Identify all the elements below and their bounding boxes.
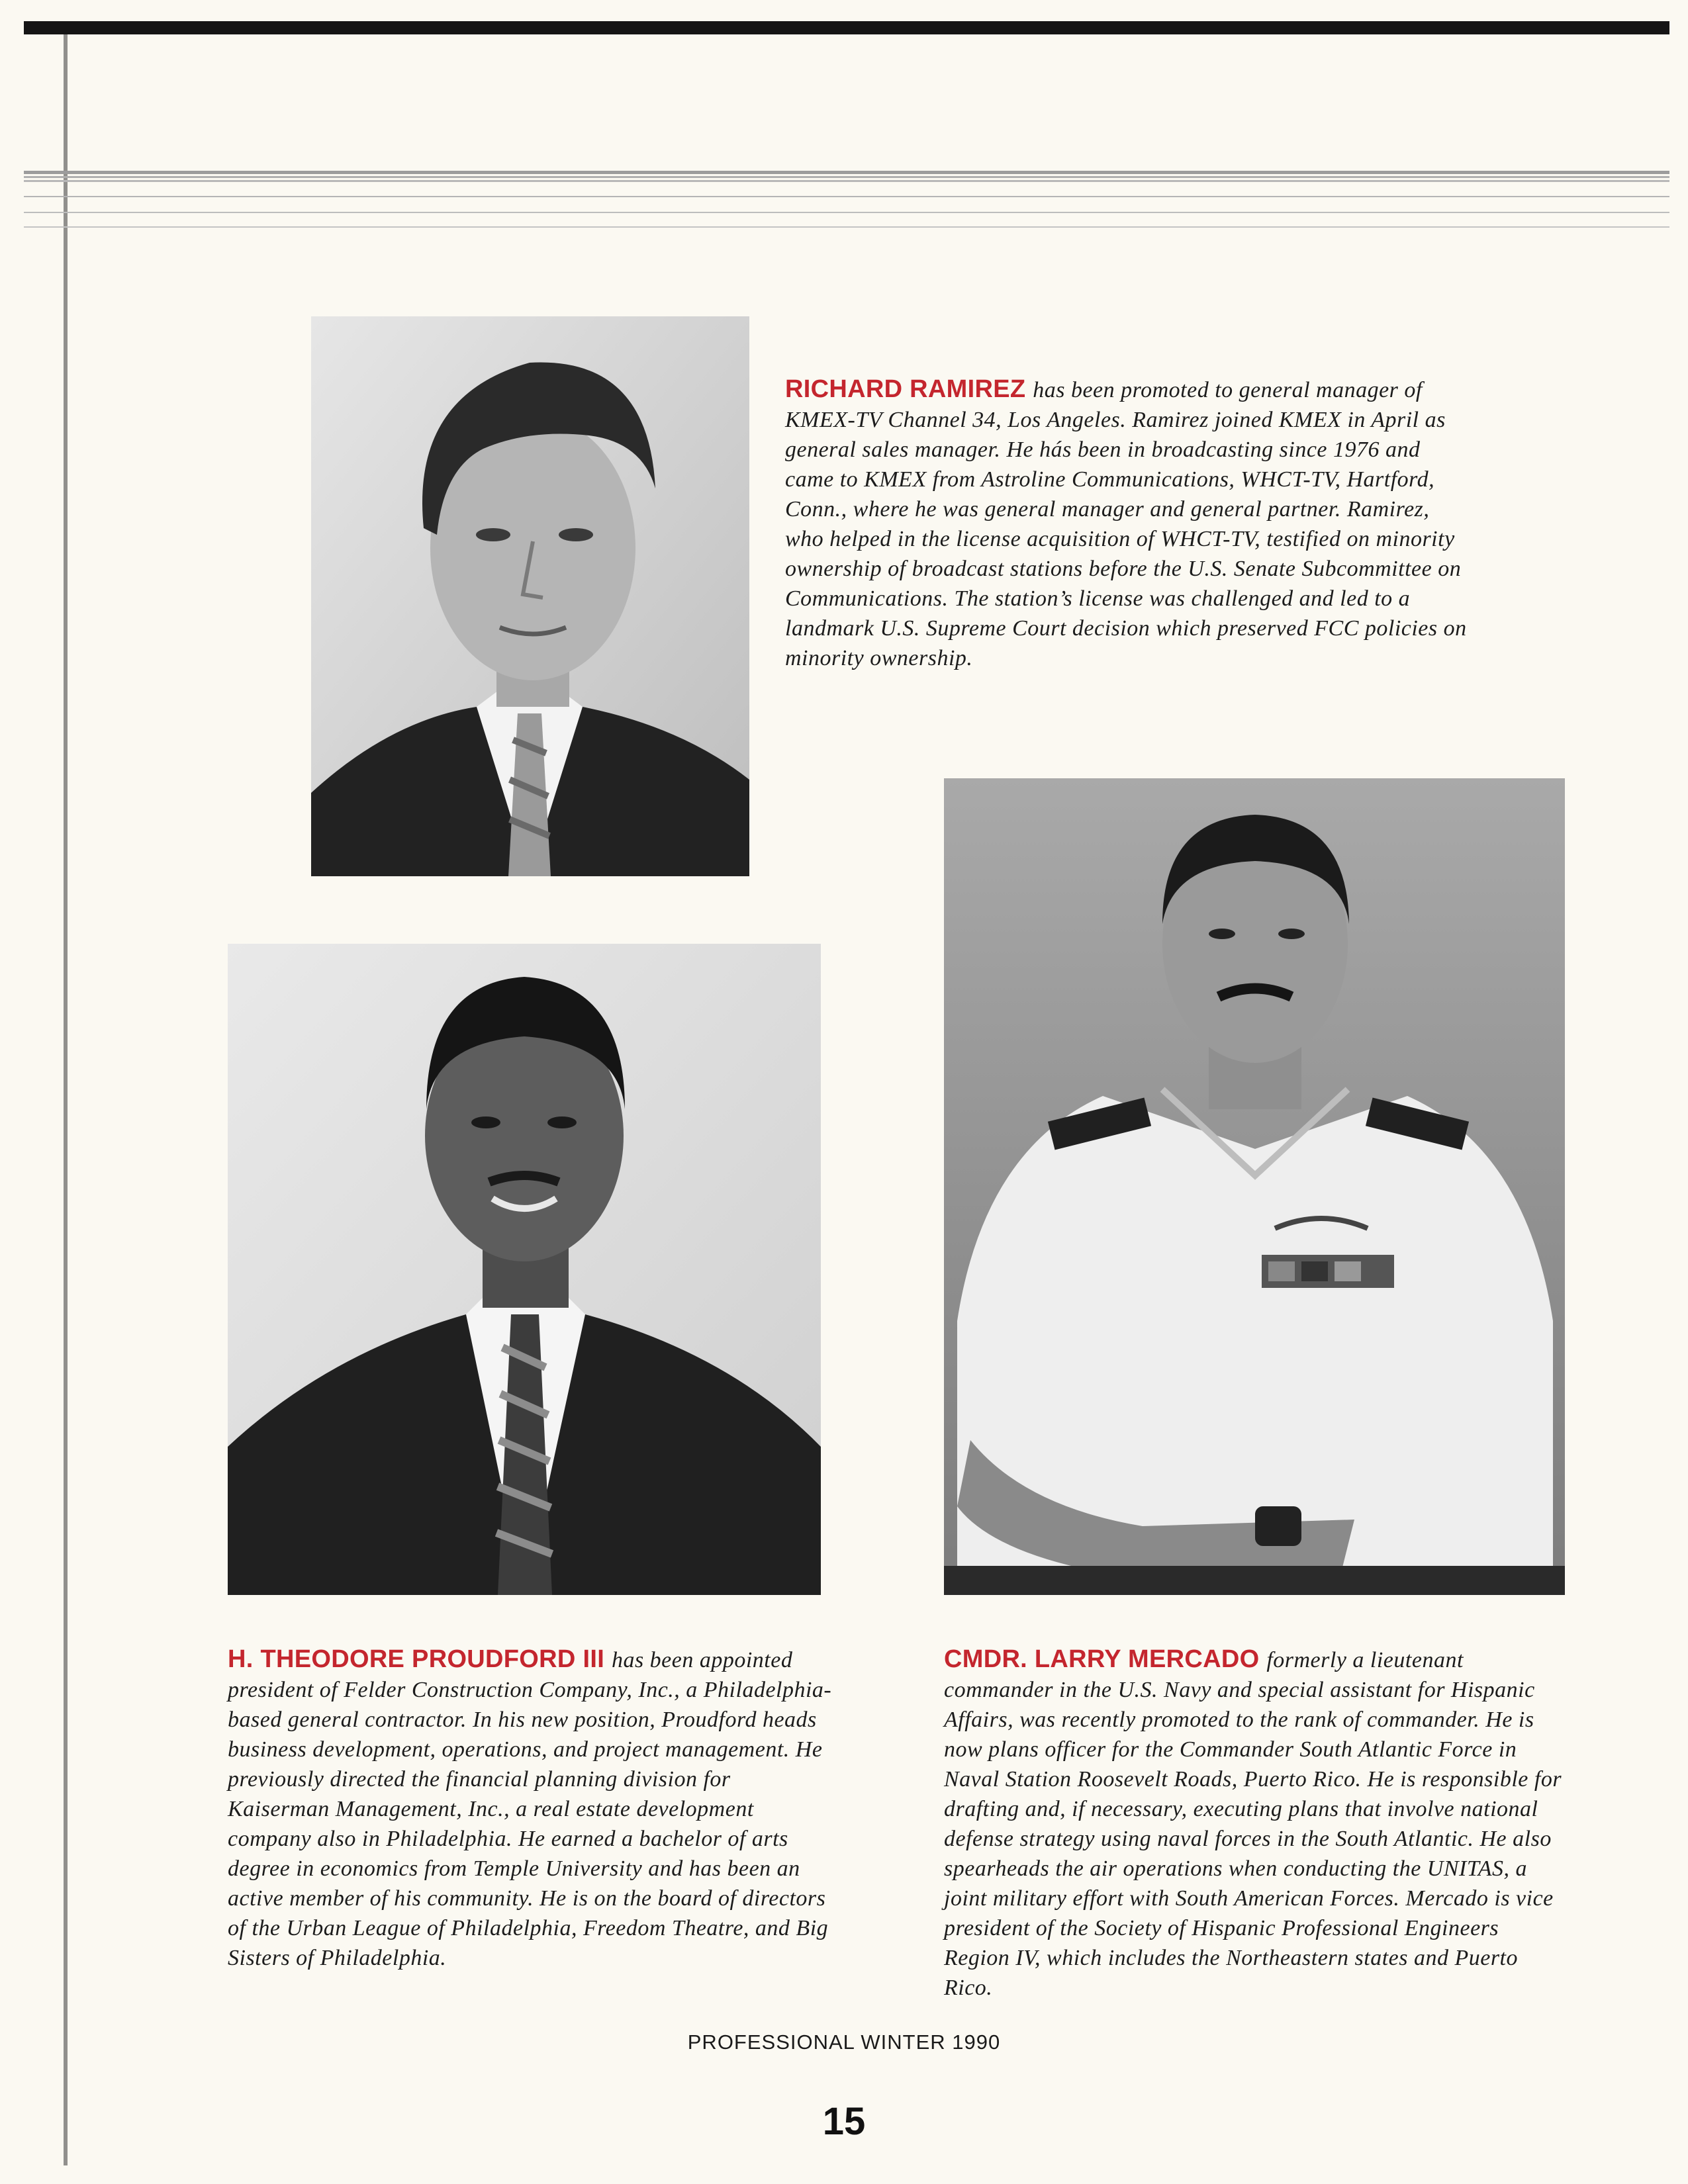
text-cmdr-larry-mercado: formerly a lieutenant commander in the U.S. Navy and special assistant for Hispanic Affairs, was recently promoted to the rank of commander. He is now plans officer for the Commander South Atlantic Force in Naval Station Roosevelt Roads, Puerto Rico. He is responsible for drafting and, if necessary, executing plans that involve national defense strategy using naval forces in the South Atlantic. He also spearheads the air operations when conducting the UNITAS, a joint military effort with South American Forces. Mercado is vice president of the Society of Hispanic Professional Engineers Region IV, which includes the Northeastern states and Puerto Rico. bbox=[944, 1648, 1562, 2000]
photo-richard-ramirez bbox=[311, 316, 749, 876]
text-h-theodore-proudford: has been appointed president of Felder Construction Company, Inc., a Philadelphia-based general contractor. In his new position, Proudford heads business development, operations, and project management. He previously directed the financial planning division for Kaiserman Management, Inc., a real estate development company also in Philadelphia. He earned a bachelor of arts degree in economics from Temple University and has been an active member of his community. He is on the board of directors of the Urban League of Philadelphia, Freedom Theatre, and Big Sisters of Philadelphia. bbox=[228, 1648, 832, 1970]
portrait-ramirez-illustration bbox=[311, 316, 749, 876]
top-border-bar bbox=[24, 21, 1669, 34]
photo-cmdr-larry-mercado bbox=[944, 778, 1565, 1595]
text-richard-ramirez: has been promoted to general manager of KMEX-TV Channel 34, Los Angeles. Ramirez joined KMEX in April as general sales manager. He hás been in broadcasting since 1976 and came to KMEX from Astroline Communications, WHCT-TV, Hartford, Conn., where he was general manager and general partner. Ramirez, who helped in the license acquisition of WHCT-TV, testified on minority ownership of broadcast stations before the U.S. Senate Subcommittee on Communications. The station’s license was challenged and led to a landmark U.S. Supreme Court decision which preserved FCC policies on minority ownership. bbox=[785, 378, 1467, 670]
bio-h-theodore-proudford bbox=[228, 1645, 837, 1973]
name-richard-ramirez: RICHARD RAMIREZ bbox=[785, 375, 1033, 403]
portrait-mercado-illustration bbox=[944, 778, 1565, 1595]
portrait-proudford-illustration bbox=[228, 944, 821, 1595]
binding-edge bbox=[64, 34, 68, 2165]
name-cmdr-larry-mercado: CMDR. LARRY MERCADO bbox=[944, 1645, 1267, 1673]
page-number: 15 bbox=[822, 2100, 866, 2143]
header-rules bbox=[24, 171, 1669, 230]
name-h-theodore-proudford: H. THEODORE PROUDFORD III bbox=[228, 1645, 612, 1673]
publication-footer: PROFESSIONAL WINTER 1990 bbox=[687, 2030, 1001, 2054]
bio-richard-ramirez bbox=[785, 375, 1474, 673]
photo-h-theodore-proudford bbox=[228, 944, 821, 1595]
bio-cmdr-larry-mercado bbox=[944, 1645, 1566, 2003]
